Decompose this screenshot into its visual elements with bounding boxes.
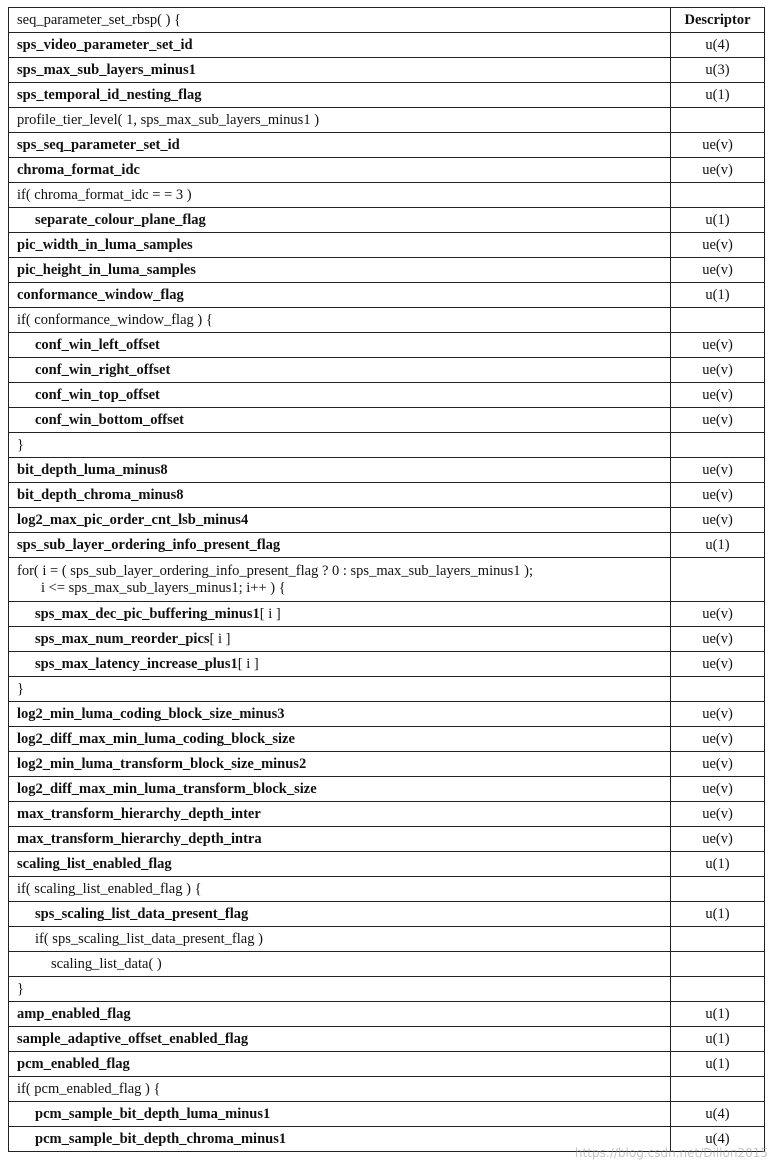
table-row [9,1027,765,1052]
table-row [9,1002,765,1027]
table-row [9,677,765,702]
sps-syntax-table [8,7,765,1152]
descriptor-cell: ue(v) [671,508,765,533]
syntax-text: } [17,980,24,997]
descriptor-cell: ue(v) [671,727,765,752]
syntax-cell [9,877,671,902]
table-row [9,927,765,952]
syntax-cell [9,508,671,533]
syntax-text: chroma_format_idc [17,161,140,178]
table-row [9,652,765,677]
syntax-element [17,487,184,503]
syntax-element [17,537,280,553]
descriptor-cell: u(1) [671,902,765,927]
syntax-cell [9,1077,671,1102]
descriptor-header: Descriptor [671,8,765,33]
descriptor-cell [671,108,765,133]
syntax-text: if( scaling_list_enabled_flag ) { [17,880,202,897]
syntax-element [17,1056,130,1072]
syntax-cell [9,283,671,308]
syntax-text: separate_colour_plane_flag [35,211,206,228]
syntax-element [17,731,295,747]
syntax-cell [9,927,671,952]
syntax-text: sps_max_sub_layers_minus1 [17,61,196,78]
syntax-element [17,631,230,648]
descriptor-cell: ue(v) [671,627,765,652]
descriptor-cell: u(1) [671,1002,765,1027]
descriptor-cell: ue(v) [671,483,765,508]
syntax-cell [9,533,671,558]
descriptor-cell: u(4) [671,1102,765,1127]
syntax-cell [9,752,671,777]
table-row [9,358,765,383]
descriptor-cell: ue(v) [671,702,765,727]
descriptor-cell: ue(v) [671,333,765,358]
descriptor-cell: ue(v) [671,777,765,802]
syntax-cell [9,802,671,827]
syntax-cell [9,433,671,458]
table-row [9,727,765,752]
descriptor-cell: ue(v) [671,408,765,433]
syntax-text: if( conformance_window_flag ) { [17,311,213,328]
syntax-element [17,1106,270,1123]
syntax-text: sps_seq_parameter_set_id [17,136,180,153]
syntax-element [17,387,160,404]
descriptor-cell [671,977,765,1002]
syntax-text: conf_win_top_offset [35,386,160,403]
descriptor-cell: ue(v) [671,258,765,283]
syntax-cell [9,208,671,233]
table-row [9,852,765,877]
syntax-element [17,606,281,623]
syntax-text: } [17,680,24,697]
descriptor-cell: u(4) [671,33,765,58]
syntax-text: log2_diff_max_min_luma_coding_block_size [17,730,295,747]
syntax-cell [9,558,671,602]
syntax-element [17,512,248,528]
syntax-text: conf_win_left_offset [35,336,160,353]
syntax-element [17,337,160,354]
syntax-text: bit_depth_chroma_minus8 [17,486,184,503]
descriptor-cell [671,308,765,333]
syntax-text: max_transform_hierarchy_depth_intra [17,830,262,847]
syntax-element [17,137,180,153]
syntax-text: sps_video_parameter_set_id [17,36,193,53]
table-row [9,58,765,83]
syntax-cell [9,952,671,977]
syntax-text: if( sps_scaling_list_data_present_flag ) [35,930,263,947]
syntax-cell [9,333,671,358]
syntax-element [17,162,140,178]
syntax-cell [9,383,671,408]
syntax-element [17,956,162,973]
descriptor-cell [671,677,765,702]
syntax-cell [9,1102,671,1127]
syntax-cell [9,627,671,652]
descriptor-cell [671,927,765,952]
syntax-cell [9,1002,671,1027]
syntax-text: amp_enabled_flag [17,1005,131,1022]
syntax-element [17,37,193,53]
syntax-text: for( i = ( sps_sub_layer_ordering_info_present_flag ? 0 : sps_max_sub_layers_minus1 ); [17,562,533,579]
descriptor-cell: ue(v) [671,602,765,627]
syntax-text: conf_win_bottom_offset [35,411,185,428]
descriptor-cell [671,952,765,977]
table-row [9,1052,765,1077]
syntax-element [17,212,206,229]
syntax-cell [9,258,671,283]
table-row [9,777,765,802]
syntax-text: scaling_list_data( ) [51,955,162,972]
syntax-text: sps_max_latency_increase_plus1 [35,655,238,672]
syntax-element [17,931,263,948]
table-row [9,333,765,358]
descriptor-cell: ue(v) [671,802,765,827]
table-row [9,408,765,433]
syntax-element [17,781,317,797]
syntax-element [17,706,284,722]
descriptor-cell [671,183,765,208]
syntax-text: sps_sub_layer_ordering_info_present_flag [17,536,281,553]
syntax-element [17,462,168,478]
syntax-element [17,1006,131,1022]
syntax-cell [9,1027,671,1052]
table-row [9,1102,765,1127]
syntax-element [17,981,24,997]
syntax-cell [9,58,671,83]
syntax-cell [9,727,671,752]
syntax-element [17,312,213,328]
table-row [9,952,765,977]
syntax-element [17,881,202,897]
syntax-cell [9,852,671,877]
descriptor-cell: ue(v) [671,383,765,408]
table-row [9,902,765,927]
table-row [9,1077,765,1102]
descriptor-cell: u(1) [671,83,765,108]
table-row [9,802,765,827]
syntax-element [17,563,533,579]
syntax-text: log2_min_luma_coding_block_size_minus3 [17,705,285,722]
descriptor-cell: u(4) [671,1127,765,1152]
descriptor-cell: u(1) [671,283,765,308]
syntax-element [17,362,170,379]
syntax-cell [9,358,671,383]
descriptor-cell [671,433,765,458]
syntax-cell [9,777,671,802]
syntax-element [17,681,24,697]
syntax-text: pcm_sample_bit_depth_chroma_minus1 [35,1130,287,1147]
syntax-cell [9,602,671,627]
table-row [9,483,765,508]
table-row [9,283,765,308]
table-row [9,233,765,258]
syntax-element [17,1031,248,1047]
syntax-cell [9,1052,671,1077]
descriptor-cell [671,1077,765,1102]
syntax-element [17,187,192,203]
syntax-element [17,237,193,253]
table-row [9,383,765,408]
syntax-element [17,756,306,772]
syntax-text: log2_max_pic_order_cnt_lsb_minus4 [17,511,249,528]
syntax-cell [9,408,671,433]
syntax-text: conf_win_right_offset [35,361,171,378]
syntax-element [17,412,184,429]
table-row [9,183,765,208]
syntax-element [17,62,196,78]
syntax-text: max_transform_hierarchy_depth_inter [17,805,261,822]
table-row [9,108,765,133]
syntax-element [17,262,196,278]
syntax-cell [9,183,671,208]
syntax-cell [9,233,671,258]
descriptor-cell: u(1) [671,1027,765,1052]
syntax-continuation: i <= sps_max_sub_layers_minus1; i++ ) { [41,579,286,596]
syntax-cell [9,902,671,927]
syntax-element [17,656,259,673]
descriptor-cell: ue(v) [671,827,765,852]
syntax-element [17,287,184,303]
syntax-element [17,87,202,103]
syntax-text: if( pcm_enabled_flag ) { [17,1080,161,1097]
watermark: https://blog.csdn.net/Dillon2015 [574,1146,768,1160]
descriptor-cell: u(1) [671,1052,765,1077]
syntax-element [17,112,319,128]
syntax-text: scaling_list_enabled_flag [17,855,172,872]
table-row [9,533,765,558]
descriptor-cell: ue(v) [671,158,765,183]
syntax-text: pcm_enabled_flag [17,1055,130,1072]
syntax-index-suffix: [ i ] [259,605,281,622]
syntax-element [17,437,24,453]
syntax-cell [9,158,671,183]
syntax-element [17,856,172,872]
syntax-index-suffix: [ i ] [237,655,259,672]
table-row [9,208,765,233]
table-row [9,433,765,458]
descriptor-cell: ue(v) [671,233,765,258]
table-header-row [9,8,765,33]
syntax-text: if( chroma_format_idc = = 3 ) [17,186,192,203]
descriptor-cell [671,877,765,902]
descriptor-cell: ue(v) [671,652,765,677]
syntax-cell [9,108,671,133]
syntax-element [17,806,261,822]
syntax-cell [9,308,671,333]
table-row [9,133,765,158]
table-row [9,827,765,852]
syntax-element [17,906,248,923]
syntax-cell [9,133,671,158]
syntax-text: conformance_window_flag [17,286,184,303]
syntax-text: profile_tier_level( 1, sps_max_sub_layers_minus1 ) [17,111,320,128]
table-row [9,752,765,777]
table-row [9,83,765,108]
table-row [9,458,765,483]
table-row [9,558,765,602]
syntax-rows [9,33,765,1152]
syntax-cell [9,483,671,508]
descriptor-cell: u(1) [671,533,765,558]
syntax-element [17,831,262,847]
descriptor-cell: u(3) [671,58,765,83]
table-row [9,977,765,1002]
syntax-text: sps_max_num_reorder_pics [35,630,210,647]
table-row [9,877,765,902]
table-row [9,602,765,627]
syntax-text: } [17,436,24,453]
descriptor-cell: ue(v) [671,458,765,483]
syntax-cell [9,702,671,727]
descriptor-cell: ue(v) [671,752,765,777]
table-row [9,158,765,183]
table-row [9,308,765,333]
syntax-index-suffix: [ i ] [209,630,231,647]
table-row [9,258,765,283]
syntax-element [17,1131,286,1148]
syntax-cell [9,977,671,1002]
syntax-text: pcm_sample_bit_depth_luma_minus1 [35,1105,271,1122]
syntax-text: sps_max_dec_pic_buffering_minus1 [35,605,260,622]
table-row [9,627,765,652]
syntax-text: pic_height_in_luma_samples [17,261,196,278]
syntax-cell [9,677,671,702]
table-row [9,702,765,727]
syntax-cell [9,33,671,58]
descriptor-cell: ue(v) [671,358,765,383]
table-row [9,508,765,533]
syntax-header: seq_parameter_set_rbsp( ) { [9,8,671,33]
syntax-cell [9,652,671,677]
syntax-text: pic_width_in_luma_samples [17,236,193,253]
table-row [9,33,765,58]
syntax-text: sps_temporal_id_nesting_flag [17,86,202,103]
syntax-cell [9,458,671,483]
syntax-cell [9,83,671,108]
syntax-element [17,1081,160,1097]
descriptor-cell: u(1) [671,852,765,877]
syntax-text: log2_diff_max_min_luma_transform_block_size [17,780,317,797]
syntax-cell [9,827,671,852]
syntax-text: sample_adaptive_offset_enabled_flag [17,1030,249,1047]
syntax-text: sps_scaling_list_data_present_flag [35,905,249,922]
syntax-cell [9,1127,671,1152]
descriptor-cell [671,558,765,602]
syntax-text: log2_min_luma_transform_block_size_minus2 [17,755,307,772]
syntax-table-container [8,7,764,1152]
descriptor-cell: ue(v) [671,133,765,158]
descriptor-cell: u(1) [671,208,765,233]
syntax-text: bit_depth_luma_minus8 [17,461,168,478]
